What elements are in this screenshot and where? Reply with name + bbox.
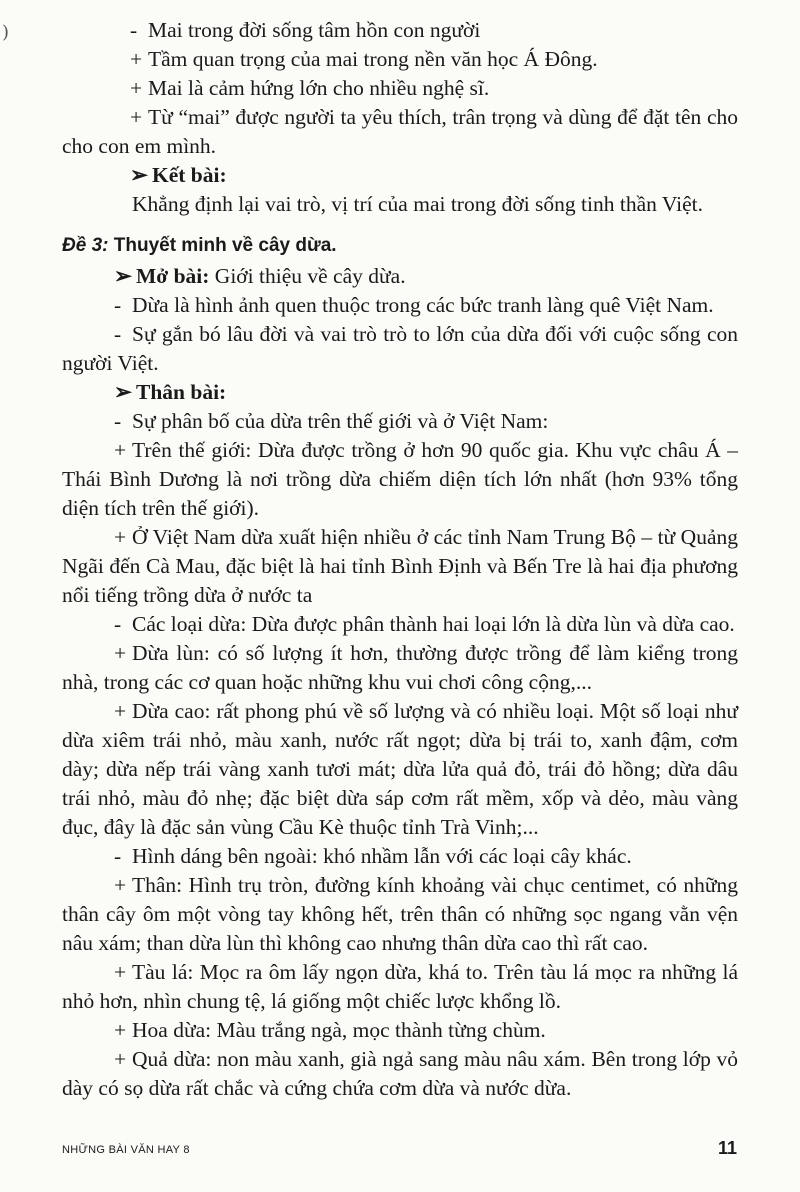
- plus-bullet: +: [114, 1018, 127, 1042]
- line-text: Các loại dừa: Dừa được phân thành hai loại lớn là dừa lùn và dừa cao.: [132, 612, 735, 636]
- paragraph: [62, 45, 738, 74]
- line-text: Ở Việt Nam dừa xuất hiện nhiều ở các tỉnh Nam Trung Bộ – từ Quảng Ngãi đến Cà Mau, đặc biệt là hai tỉnh Bình Định và Bến Tre là hai địa phương nổi tiếng trồng dừa ở nước ta: [62, 525, 738, 607]
- paragraph: [62, 523, 738, 610]
- paragraph: [62, 697, 738, 842]
- plus-bullet: +: [114, 525, 127, 549]
- plus-bullet: +: [114, 641, 127, 665]
- line-text: Giới thiệu về cây dừa.: [214, 264, 406, 288]
- plus-bullet: +: [114, 873, 127, 897]
- page-edge-mark: ): [2, 22, 10, 43]
- line-text: Hoa dừa: Màu trắng ngà, mọc thành từng chùm.: [132, 1018, 546, 1042]
- line-text: Mai trong đời sống tâm hồn con người: [148, 18, 481, 42]
- paragraph: [62, 958, 738, 1016]
- section-heading-than-bai: [62, 378, 738, 407]
- paragraph: [62, 871, 738, 958]
- line-text: Sự gắn bó lâu đời và vai trò trò to lớn của dừa đối với cuộc sống con người Việt.: [62, 322, 738, 375]
- dash-bullet: -: [130, 18, 138, 42]
- paragraph: [62, 842, 738, 871]
- line-text: Dừa lùn: có số lượng ít hơn, thường được trồng để làm kiểng trong nhà, trong các cơ quan hoặc những khu vui chơi công cộng,...: [62, 641, 738, 694]
- line-text: Từ “mai” được người ta yêu thích, trân trọng và dùng để đặt tên cho cho con em mình.: [62, 105, 738, 158]
- plus-bullet: +: [114, 960, 127, 984]
- line-text: Thân: Hình trụ tròn, đường kính khoảng vài chục centimet, có những thân cây ôm một vòng tay không hết, trên thân có những sọc ngang vằn vện nâu xám; than dừa lùn thì không cao nhưng thân dừa cao thì rất cao.: [62, 873, 738, 955]
- paragraph: [62, 1045, 738, 1103]
- dash-bullet: -: [114, 844, 122, 868]
- paragraph: [62, 74, 738, 103]
- line-text: Dừa là hình ảnh quen thuộc trong các bức tranh làng quê Việt Nam.: [132, 293, 714, 317]
- paragraph: [62, 639, 738, 697]
- paragraph: [62, 16, 738, 45]
- book-title-footer: NHỮNG BÀI VĂN HAY 8: [62, 1144, 190, 1156]
- line-text: Tàu lá: Mọc ra ôm lấy ngọn dừa, khá to. Trên tàu lá mọc ra những lá nhỏ hơn, nhìn chung tệ, lá giống một chiếc lược khổng lồ.: [62, 960, 738, 1013]
- line-text: Tầm quan trọng của mai trong nền văn học Á Đông.: [148, 47, 598, 71]
- paragraph: [62, 291, 738, 320]
- dash-bullet: -: [114, 612, 122, 636]
- line-text: Khẳng định lại vai trò, vị trí của mai trong đời sống tinh thần Việt.: [132, 192, 703, 216]
- dash-bullet: -: [114, 322, 122, 346]
- heading-text: Thân bài:: [136, 380, 227, 404]
- line-text: Trên thế giới: Dừa được trồng ở hơn 90 quốc gia. Khu vực châu Á – Thái Bình Dương là nơi trồng dừa chiếm diện tích lớn nhất (hơn 93% tổng diện tích trên thế giới).: [62, 438, 738, 520]
- line-text: Sự phân bố của dừa trên thế giới và ở Việt Nam:: [132, 409, 549, 433]
- dash-bullet: -: [114, 409, 122, 433]
- plus-bullet: +: [114, 438, 127, 462]
- paragraph: [62, 190, 738, 219]
- paragraph: [62, 1016, 738, 1045]
- topic-title: [62, 231, 738, 260]
- plus-bullet: +: [114, 699, 127, 723]
- page-number: 11: [718, 1138, 738, 1158]
- paragraph: [62, 436, 738, 523]
- paragraph: [62, 407, 738, 436]
- plus-bullet: +: [130, 76, 143, 100]
- line-text: Quả dừa: non màu xanh, già ngả sang màu nâu xám. Bên trong lớp vỏ dày có sọ dừa rất chắc và cứng chứa cơm dừa và nước dừa.: [62, 1047, 738, 1100]
- plus-bullet: +: [130, 47, 143, 71]
- line-text: Dừa cao: rất phong phú về số lượng và có nhiều loại. Một số loại như dừa xiêm trái nhỏ, màu xanh, nước rất ngọt; dừa bị trái to, xanh đậm, cơm dày; dừa nếp trái vàng xanh tươi mát; dừa lửa quả đỏ, trái đỏ hồng; dừa dâu trái nhỏ, màu đỏ nhẹ; đặc biệt dừa sáp cơm rất mềm, xốp và dẻo, màu vàng đục, đây là đặc sản vùng Cầu Kè thuộc tỉnh Trà Vinh;...: [62, 699, 738, 839]
- section-heading-mo-bai: [62, 262, 738, 291]
- plus-bullet: +: [114, 1047, 127, 1071]
- heading-text: Mở bài:: [136, 264, 210, 288]
- arrow-icon: ➢: [114, 380, 133, 404]
- paragraph: [62, 103, 738, 161]
- arrow-icon: ➢: [130, 163, 149, 187]
- arrow-icon: ➢: [114, 264, 133, 288]
- dash-bullet: -: [114, 293, 122, 317]
- paragraph: [62, 610, 738, 639]
- topic-text: Thuyết minh về cây dừa.: [113, 235, 337, 256]
- line-text: Mai là cảm hứng lớn cho nhiều nghệ sĩ.: [148, 76, 490, 100]
- line-text: Hình dáng bên ngoài: khó nhầm lẫn với các loại cây khác.: [132, 844, 632, 868]
- heading-text: Kết bài:: [152, 163, 227, 187]
- section-heading-ket-bai: [62, 161, 738, 190]
- plus-bullet: +: [130, 105, 143, 129]
- paragraph: [62, 320, 738, 378]
- topic-label: Đề 3:: [62, 235, 109, 256]
- body-text: [62, 16, 738, 1103]
